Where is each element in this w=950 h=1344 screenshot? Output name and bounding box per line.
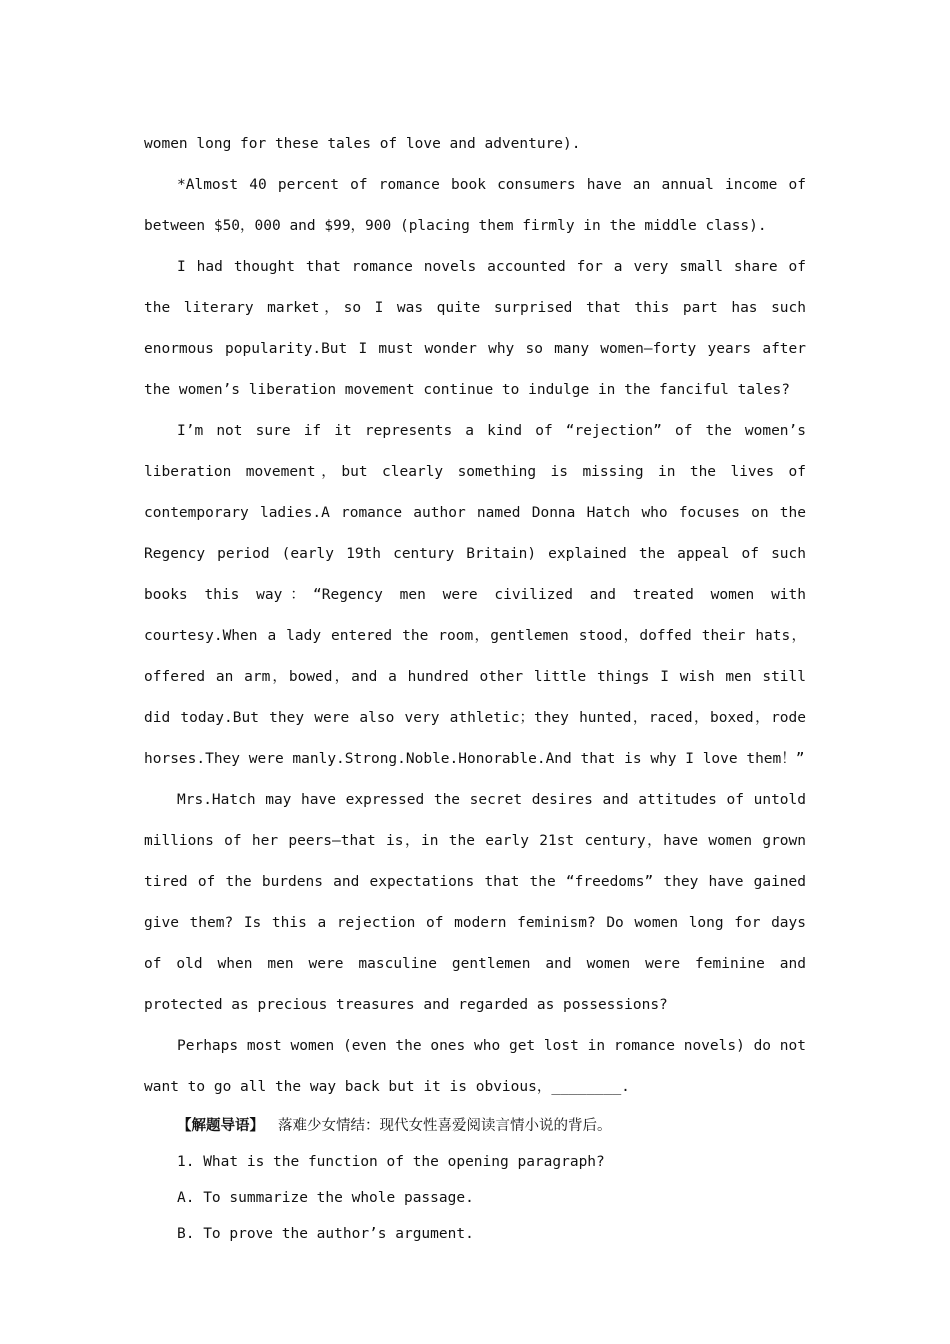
guide-label: 【解题导语】 bbox=[177, 1118, 264, 1134]
guide-text: 落难少女情结：现代女性喜爱阅读言情小说的背后。 bbox=[278, 1118, 612, 1134]
paragraph-continuation: women long for these tales of love and adventure). bbox=[144, 136, 581, 152]
option-b: B. To prove the author’s argument. bbox=[177, 1226, 474, 1242]
paragraph-secret-desires: Mrs.Hatch may have expressed the secret desires and attitudes of untold millions of her peers—that is，in the early 21st century，have women grown tired of the burdens and expectations that the “freedoms” they have gained give them? Is this a rejection of modern feminism? Do women long for days of old when men were masculine gentlemen and women were feminine and protected as precious treasures and regarded as possessions? bbox=[144, 792, 806, 1013]
document-page bbox=[144, 124, 806, 1252]
paragraph-conclusion-blank: Perhaps most women (even the ones who get lost in romance novels) do not want to go all the way back but it is obvious，________. bbox=[144, 1038, 806, 1095]
question-stem: 1. What is the function of the opening paragraph? bbox=[177, 1154, 605, 1170]
paragraph-income-statistic: *Almost 40 percent of romance book consumers have an annual income of between $50，000 and $99，900 (placing them firmly in the middle class). bbox=[144, 177, 806, 234]
paragraph-market-share: I had thought that romance novels accounted for a very small share of the literary market，so I was quite surprised that this part has such enormous popularity.But I must wonder why so many women—forty years after the women’s liberation movement continue to indulge in the fanciful tales? bbox=[144, 259, 806, 398]
guide-line bbox=[144, 1108, 806, 1144]
paragraph-regency-appeal: I’m not sure if it represents a kind of “rejection” of the women’s liberation movement，but clearly something is missing in the lives of contemporary ladies.A romance author named Donna Hatch who focuses on the Regency period (early 19th century Britain) explained the appeal of such books this way：“Regency men were civilized and treated women with courtesy.When a lady entered the room，gentlemen stood，doffed their hats，offered an arm，bowed，and a hundred other little things I wish men still did today.But they were also very athletic；they hunted，raced，boxed，rode horses.They were manly.Strong.Noble.Honorable.And that is why I love them！” bbox=[144, 423, 806, 767]
option-a: A. To summarize the whole passage. bbox=[177, 1190, 474, 1206]
